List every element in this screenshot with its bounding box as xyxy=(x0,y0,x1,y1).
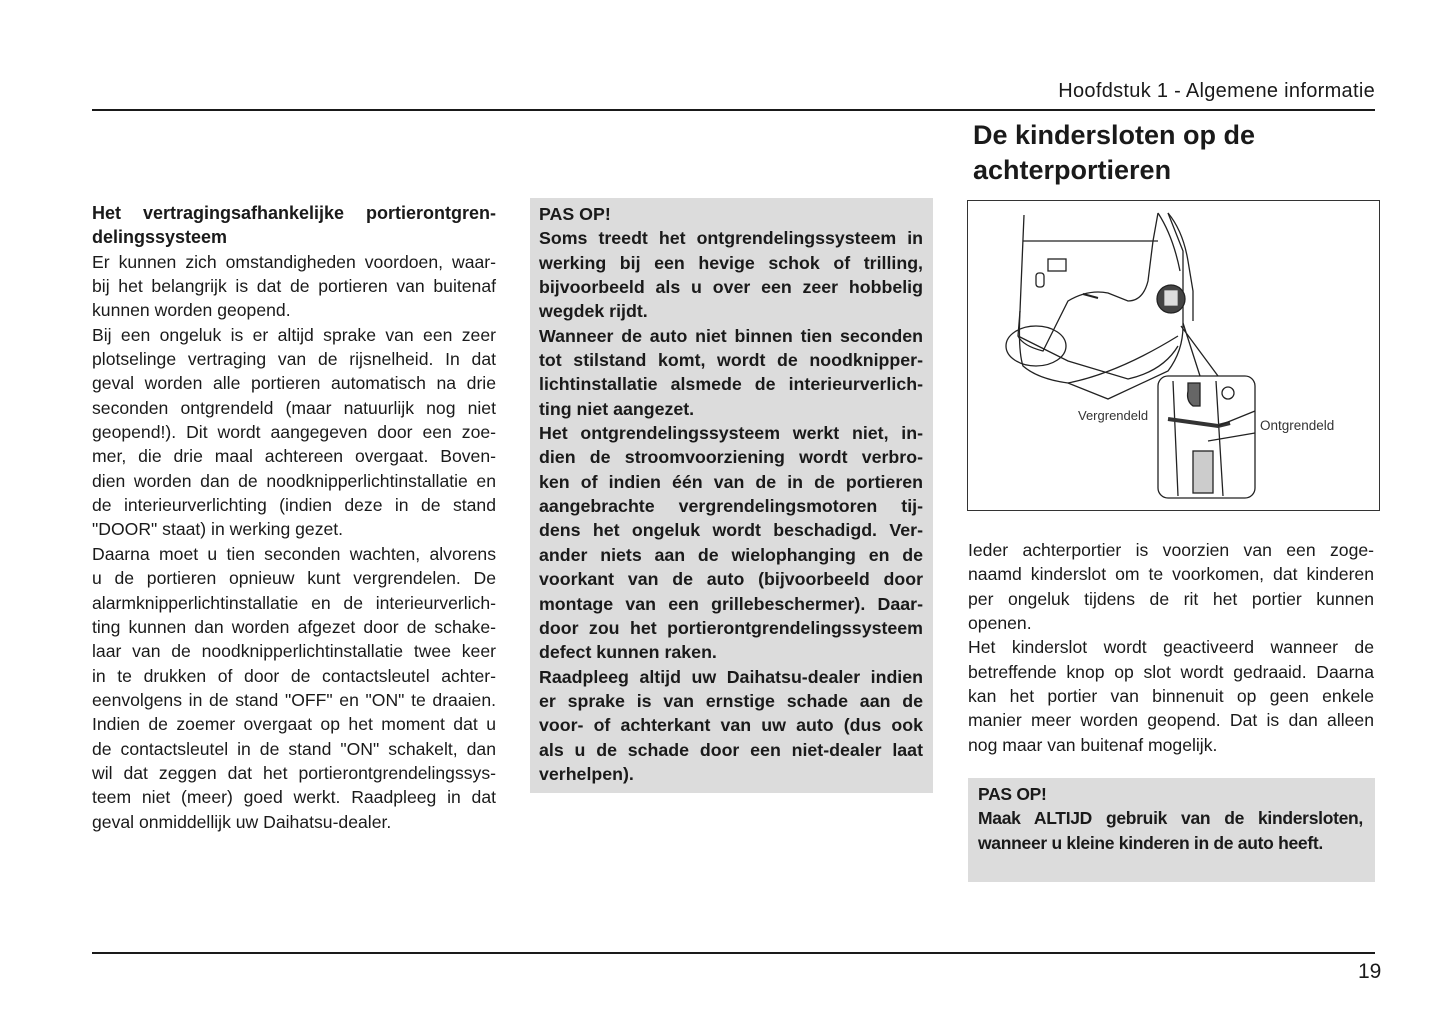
footer-rule xyxy=(92,952,1375,954)
header-rule xyxy=(92,109,1375,111)
text-line: Soms treedt het ontgrendelingssysteem in xyxy=(539,228,923,249)
text-line: bij het belangrijk is dat de portieren van buitenaf xyxy=(92,276,496,297)
text-line: wegdek rijdt. xyxy=(539,301,648,322)
text-line: openen. xyxy=(968,613,1032,634)
text-line: Indien de zoemer overgaat op het moment dat u xyxy=(92,714,496,735)
text-line: ting kunnen dan worden afgezet door de schake- xyxy=(92,616,496,637)
text-line: de interieurverlichting (indien deze in de stand xyxy=(92,495,496,516)
warning-box xyxy=(968,778,1375,882)
text-line: door zou het portierontgrendelingssysteem xyxy=(539,617,923,638)
text-line: u de portieren opnieuw kunt vergrendelen. De xyxy=(92,568,496,589)
text-line: ken of indien één van de in de portieren xyxy=(539,471,923,492)
text-line: alarmknipperlichtinstallatie en de interieurverlich- xyxy=(92,592,496,613)
text-line: plotselinge vertraging van de rijsnelheid. In dat xyxy=(92,349,496,370)
text-line: mer, die drie maal achtereen overgaat. Boven- xyxy=(92,446,496,467)
text-line: er sprake is van ernstige schade aan de xyxy=(539,690,923,711)
label-locked: Vergrendeld xyxy=(1078,408,1149,423)
text-line: naamd kinderslot om te voorkomen, dat kinderen xyxy=(968,564,1374,585)
text-line: teem niet (meer) goed werkt. Raadpleeg in dat xyxy=(92,787,496,808)
text-line: laar van de noodknipperlichtinstallatie twee keer xyxy=(92,641,496,662)
text-line: aangebrachte vergrendelingsmotoren tij- xyxy=(539,496,923,517)
text-line: per ongeluk tijdens de rit het portier kunnen xyxy=(968,588,1374,609)
text-line: nog maar van buitenaf mogelijk. xyxy=(968,734,1218,755)
text-line: defect kunnen raken. xyxy=(539,642,717,663)
text-line: als u de schade door een niet-dealer laat xyxy=(539,739,923,760)
text-line: de contactsleutel in de stand "ON" schakelt, dan xyxy=(92,738,496,759)
text-line: wil dat zeggen dat het portierontgrendelingssys- xyxy=(92,762,496,783)
text-line: Wanneer de auto niet binnen tien seconden xyxy=(539,325,923,346)
text-line: manier meer worden geopend. Dat is dan alleen xyxy=(968,710,1374,731)
text-line: bijvoorbeeld als u over een zeer hobbelig xyxy=(539,277,923,298)
text-line: in te drukken of door de contactsleutel achter- xyxy=(92,665,496,686)
text-line: tot stilstand komt, wordt de noodknipper- xyxy=(539,350,923,371)
text-line: eenvolgens in de stand "OFF" en "ON" te draaien. xyxy=(92,689,496,710)
text-line: "DOOR" staat) in werking gezet. xyxy=(92,519,344,540)
text-line: dens het ongeluk wordt beschadigd. Ver- xyxy=(539,520,923,541)
text-line: seconden ontgrendeld (maar natuurlijk nog niet xyxy=(92,397,496,418)
right-column xyxy=(968,538,1374,757)
text-line: geval onmiddellijk uw Daihatsu-dealer. xyxy=(92,811,392,832)
subheading-line: Het vertragingsafhankelijke portierontgren- xyxy=(92,203,496,223)
text-line: Daarna moet u tien seconden wachten, alvorens xyxy=(92,543,496,564)
text-line: geval worden alle portieren automatisch na drie xyxy=(92,373,496,394)
text-line: geopend!). Dit wordt aangegeven door een zoe- xyxy=(92,422,496,443)
title-line: De kindersloten op de xyxy=(973,120,1256,150)
title-line: achterportieren xyxy=(973,155,1172,185)
text-line: Er kunnen zich omstandigheden voordoen, waar- xyxy=(92,251,496,272)
text-line: werking bij een hevige schok of trilling, xyxy=(539,252,923,273)
text-line: verhelpen). xyxy=(539,763,634,784)
section-title xyxy=(973,118,1255,188)
subheading-line: delingssysteem xyxy=(92,227,228,248)
text-line: montage van een grillebeschermer). Daar- xyxy=(539,593,923,614)
warning-box xyxy=(530,198,933,793)
text-line: Raadpleeg altijd uw Daihatsu-dealer indien xyxy=(539,666,923,687)
left-column xyxy=(92,201,496,834)
text-line: betreffende knop op slot wordt gedraaid. Daarna xyxy=(968,661,1374,682)
text-line: wanneer u kleine kinderen in de auto heeft. xyxy=(978,832,1323,853)
text-line: dien de stroomvoorziening wordt verbro- xyxy=(539,447,923,468)
text-line: Bij een ongeluk is er altijd sprake van een zeer xyxy=(92,324,496,345)
text-line: Maak ALTIJD gebruik van de kindersloten, xyxy=(978,808,1363,829)
text-line: Het kinderslot wordt geactiveerd wanneer de xyxy=(968,637,1374,658)
door-illustration xyxy=(968,201,1379,510)
text-line: Het ontgrendelingssysteem werkt niet, in- xyxy=(539,423,923,444)
text-line: Ieder achterportier is voorzien van een zoge- xyxy=(968,540,1374,560)
text-line: kan het portier van binnenuit op geen enkele xyxy=(968,686,1374,707)
text-line: ander niets aan de wielophanging en de xyxy=(539,544,923,565)
page-number: 19 xyxy=(1358,960,1382,983)
label-unlocked: Ontgrendeld xyxy=(1260,418,1335,433)
text-line: voor- of achterkant van uw auto (dus ook xyxy=(539,715,923,736)
text-line: lichtinstallatie alsmede de interieurverlich- xyxy=(539,374,923,395)
text-line: dien worden dan de noodknipperlichtinstallatie en xyxy=(92,470,496,491)
child-lock-diagram xyxy=(967,200,1380,511)
warning-heading: PAS OP! xyxy=(978,784,1047,804)
text-line: voorkant van de auto (bijvoorbeeld door xyxy=(539,569,923,590)
warning-heading: PAS OP! xyxy=(539,204,611,224)
chapter-header: Hoofdstuk 1 - Algemene informatie xyxy=(1058,80,1375,102)
text-line: kunnen worden geopend. xyxy=(92,300,291,321)
text-line: ting niet aangezet. xyxy=(539,398,695,419)
